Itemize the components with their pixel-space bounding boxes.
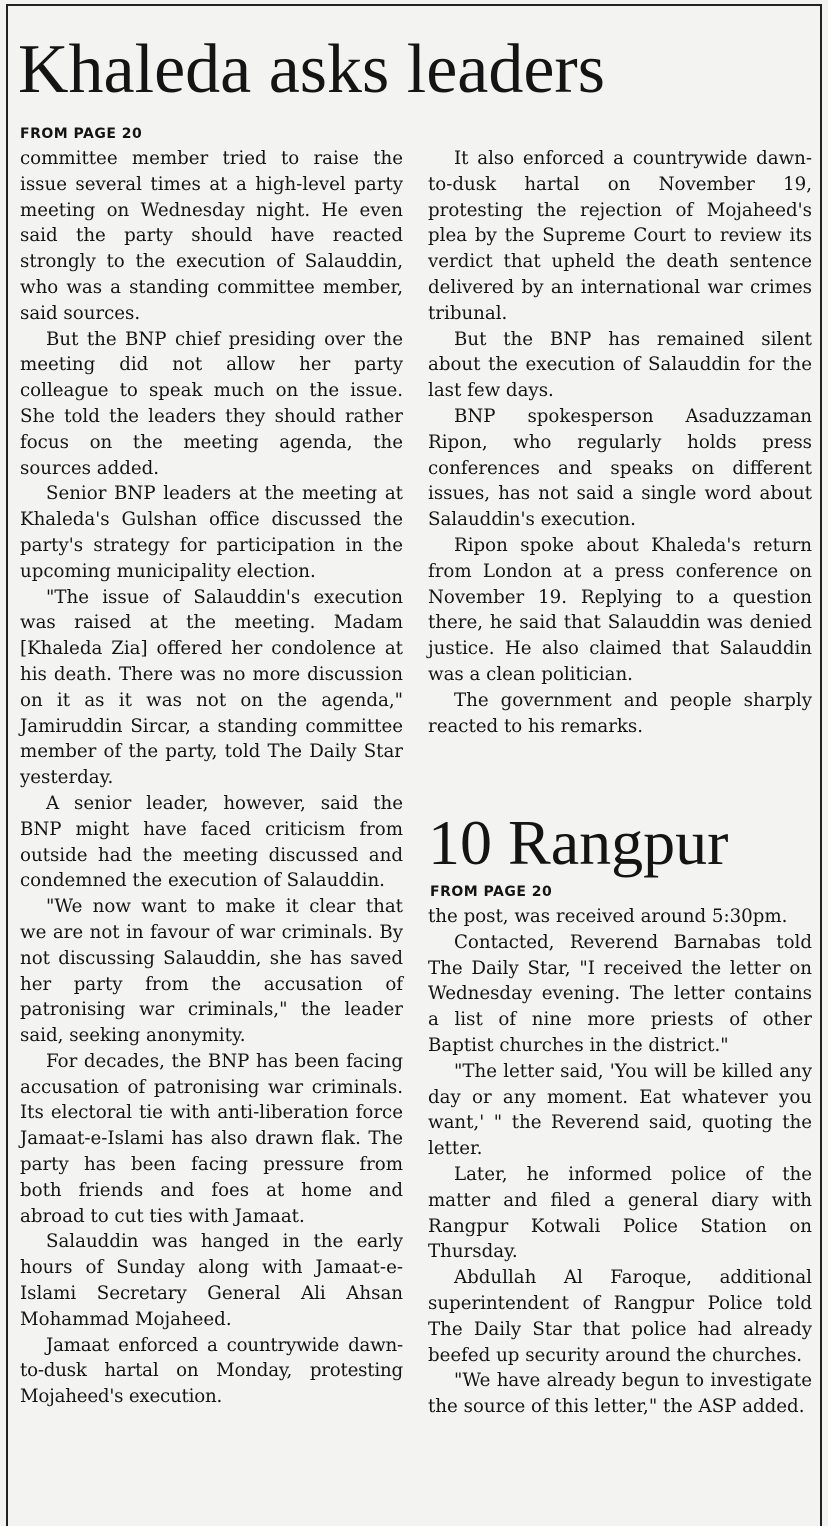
article-column-1 bbox=[20, 146, 403, 1410]
paragraph: "We have already begun to investigate the source of this letter," the ASP added. bbox=[428, 1370, 812, 1418]
paragraph: But the BNP chief presiding over the meeting did not allow her party colleague to speak much on the issue. She told the leaders they should rather focus on the meeting agenda, the sources added. bbox=[20, 328, 403, 479]
article-headline: 10 Rangpur bbox=[428, 807, 729, 878]
paragraph: But the BNP has remained silent about the execution of Salauddin for the last few days. bbox=[428, 328, 812, 402]
paragraph: Later, he informed police of the matter and filed a general diary with Rangpur Kotwali Police Station on Thursday. bbox=[428, 1163, 812, 1263]
paragraph: Jamaat enforced a countrywide dawn-to-dusk hartal on Monday, protesting Mojaheed's execution. bbox=[20, 1334, 403, 1408]
paragraph: A senior leader, however, said the BNP might have faced criticism from outside had the meeting discussed and condemned the execution of Salauddin. bbox=[20, 792, 403, 892]
paragraph: It also enforced a countrywide dawn-to-dusk hartal on November 19, protesting the rejection of Mojaheed's plea by the Supreme Court to review its verdict that upheld the death sentence delivered by an international war crimes tribunal. bbox=[428, 148, 812, 324]
paragraph: "The issue of Salauddin's execution was raised at the meeting. Madam [Khaleda Zia] offered her condolence at his death. There was no more discussion on it as it was not on the agenda," Jamiruddin Sircar, a standing committee member of the party, told The Daily Star yesterday. bbox=[20, 586, 403, 789]
left-rule bbox=[6, 4, 8, 1526]
paragraph: Contacted, Reverend Barnabas told The Daily Star, "I received the letter on Wednesday evening. The letter contains a list of nine more priests of other Baptist churches in the district." bbox=[428, 931, 812, 1056]
paragraph: Abdullah Al Faroque, additional superintendent of Rangpur Police told The Daily Star that police had already beefed up security around the churches. bbox=[428, 1267, 812, 1366]
paragraph: the post, was received around 5:30pm. bbox=[428, 906, 788, 927]
paragraph: committee member tried to raise the issue several times at a high-level party meeting on Wednesday night. He even said the party should have reacted strongly to the execution of Salauddin, who was a standing committee member, said sources. bbox=[20, 148, 403, 324]
from-page-label: FROM PAGE 20 bbox=[430, 884, 553, 900]
article-column-2 bbox=[428, 146, 812, 739]
top-rule bbox=[8, 4, 820, 6]
paragraph: "The letter said, 'You will be killed any day or any moment. Eat whatever you want,' " the Reverend said, quoting the letter. bbox=[428, 1060, 812, 1160]
paragraph: Salauddin was hanged in the early hours of Sunday along with Jamaat-e-Islami Secretary General Ali Ahsan Mohammad Mojaheed. bbox=[20, 1231, 403, 1330]
right-rule bbox=[820, 4, 822, 1526]
paragraph: BNP spokesperson Asaduzzaman Ripon, who regularly holds press conferences and speaks on different issues, has not said a single word about Salauddin's execution. bbox=[428, 405, 812, 531]
paragraph: For decades, the BNP has been facing accusation of patronising war criminals. Its electoral tie with anti-liberation force Jamaat-e-Islami has also drawn flak. The party has been facing pressure from both friends and foes at home and abroad to cut ties with Jamaat. bbox=[20, 1050, 403, 1227]
paragraph: "We now want to make it clear that we are not in favour of war criminals. By not discussing Salauddin, she has saved her party from the accusation of patronising war criminals," the leader said, seeking anonymity. bbox=[20, 896, 403, 1047]
article-column-3 bbox=[428, 904, 812, 1420]
article-headline: Khaleda asks leaders bbox=[18, 31, 605, 108]
paragraph: The government and people sharply reacted to his remarks. bbox=[428, 689, 812, 737]
paragraph: Ripon spoke about Khaleda's return from London at a press conference on November 19. Replying to a question there, he said that Salauddin was denied justice. He also claimed that Salauddin was a clean politician. bbox=[428, 534, 812, 685]
from-page-label: FROM PAGE 20 bbox=[20, 126, 143, 142]
paragraph: Senior BNP leaders at the meeting at Khaleda's Gulshan office discussed the party's strategy for participation in the upcoming municipality election. bbox=[20, 483, 403, 582]
